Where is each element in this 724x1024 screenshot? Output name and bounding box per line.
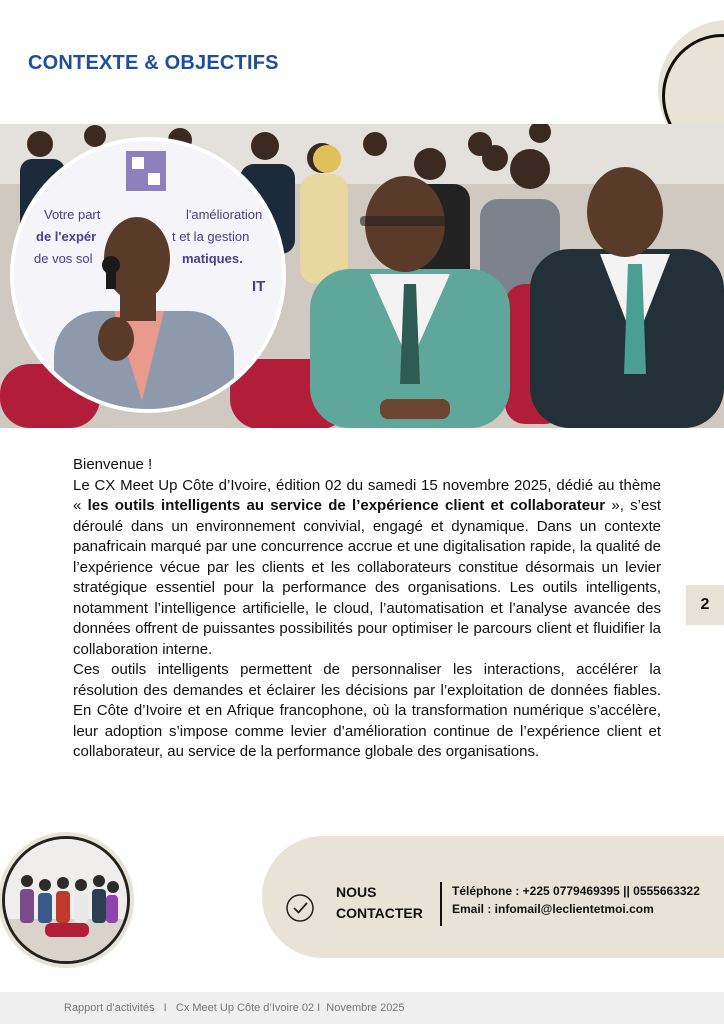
contact-heading xyxy=(336,882,436,924)
contact-heading-line-1: NOUS xyxy=(336,884,377,900)
theme-bold: les outils intelligents au service de l’expérience client et collaborateur xyxy=(87,497,606,514)
paragraph-1-start: Le CX Meet Up Côte d’Ivoire, édition 02 du samedi 15 novembre 2025, dédié au thème « xyxy=(73,476,661,514)
paragraph-2: Ces outils intelligents permettent de personnaliser les interactions, accélérer la résolution des demandes et éclairer les décisions par l’exploitation de données fiables. En Côte d’Ivoire et en Afrique francophone, où la transformation numérique s’accélère, leur adoption s’impose comme levier d’amélioration continue de l’expérience client et collaborateur, au service de la performance globale des organisations. xyxy=(73,661,661,760)
contact-details xyxy=(452,882,700,918)
speaker-inset-photo xyxy=(10,137,286,413)
inset-sign-letter: IT xyxy=(252,278,266,295)
page-number: 2 xyxy=(686,585,724,625)
inset-slogan-4: t et la gestion xyxy=(172,229,250,244)
inset-slogan-5: de vos sol xyxy=(34,251,93,266)
group-photo xyxy=(2,836,130,964)
inset-slogan-1: Votre part xyxy=(44,207,101,222)
inset-slogan-6: matiques. xyxy=(182,251,243,266)
inset-slogan-2: l'amélioration xyxy=(186,207,263,222)
contact-phone: Téléphone : +225 0779469395 || 0555663322 xyxy=(452,884,700,898)
body-text xyxy=(73,455,661,763)
greeting: Bienvenue ! xyxy=(73,456,153,473)
footer-text: Rapport d’activités I Cx Meet Up Côte d’Ivoire 02 I Novembre 2025 xyxy=(64,1002,405,1014)
inset-slogan-3: de l'expér xyxy=(36,229,97,244)
contact-divider xyxy=(440,882,442,926)
check-circle-icon xyxy=(285,893,315,923)
contact-email[interactable]: Email : infomail@leclientetmoi.com xyxy=(452,902,654,916)
paragraph-1 xyxy=(73,476,661,661)
page-title: CONTEXTE & OBJECTIFS xyxy=(28,52,279,74)
contact-heading-line-2: CONTACTER xyxy=(336,905,423,921)
paragraph-1-end: », s’est déroulé dans un environnement convivial, engagé et dynamique. Dans un contexte panafricain marqué par une concurrence accrue et une digitalisation rapide, la qualité de l’expérience vécue par les clients et les collaborateurs constitue désormais un levier stratégique essentiel pour la performance des organisations. Les outils intelligents, notamment l’intelligence artificielle, le cloud, l’automatisation et l’analyse avancée des données offrent de puissantes possibilités pour optimiser le parcours client et fluidifier la collaboration interne. xyxy=(73,497,662,658)
